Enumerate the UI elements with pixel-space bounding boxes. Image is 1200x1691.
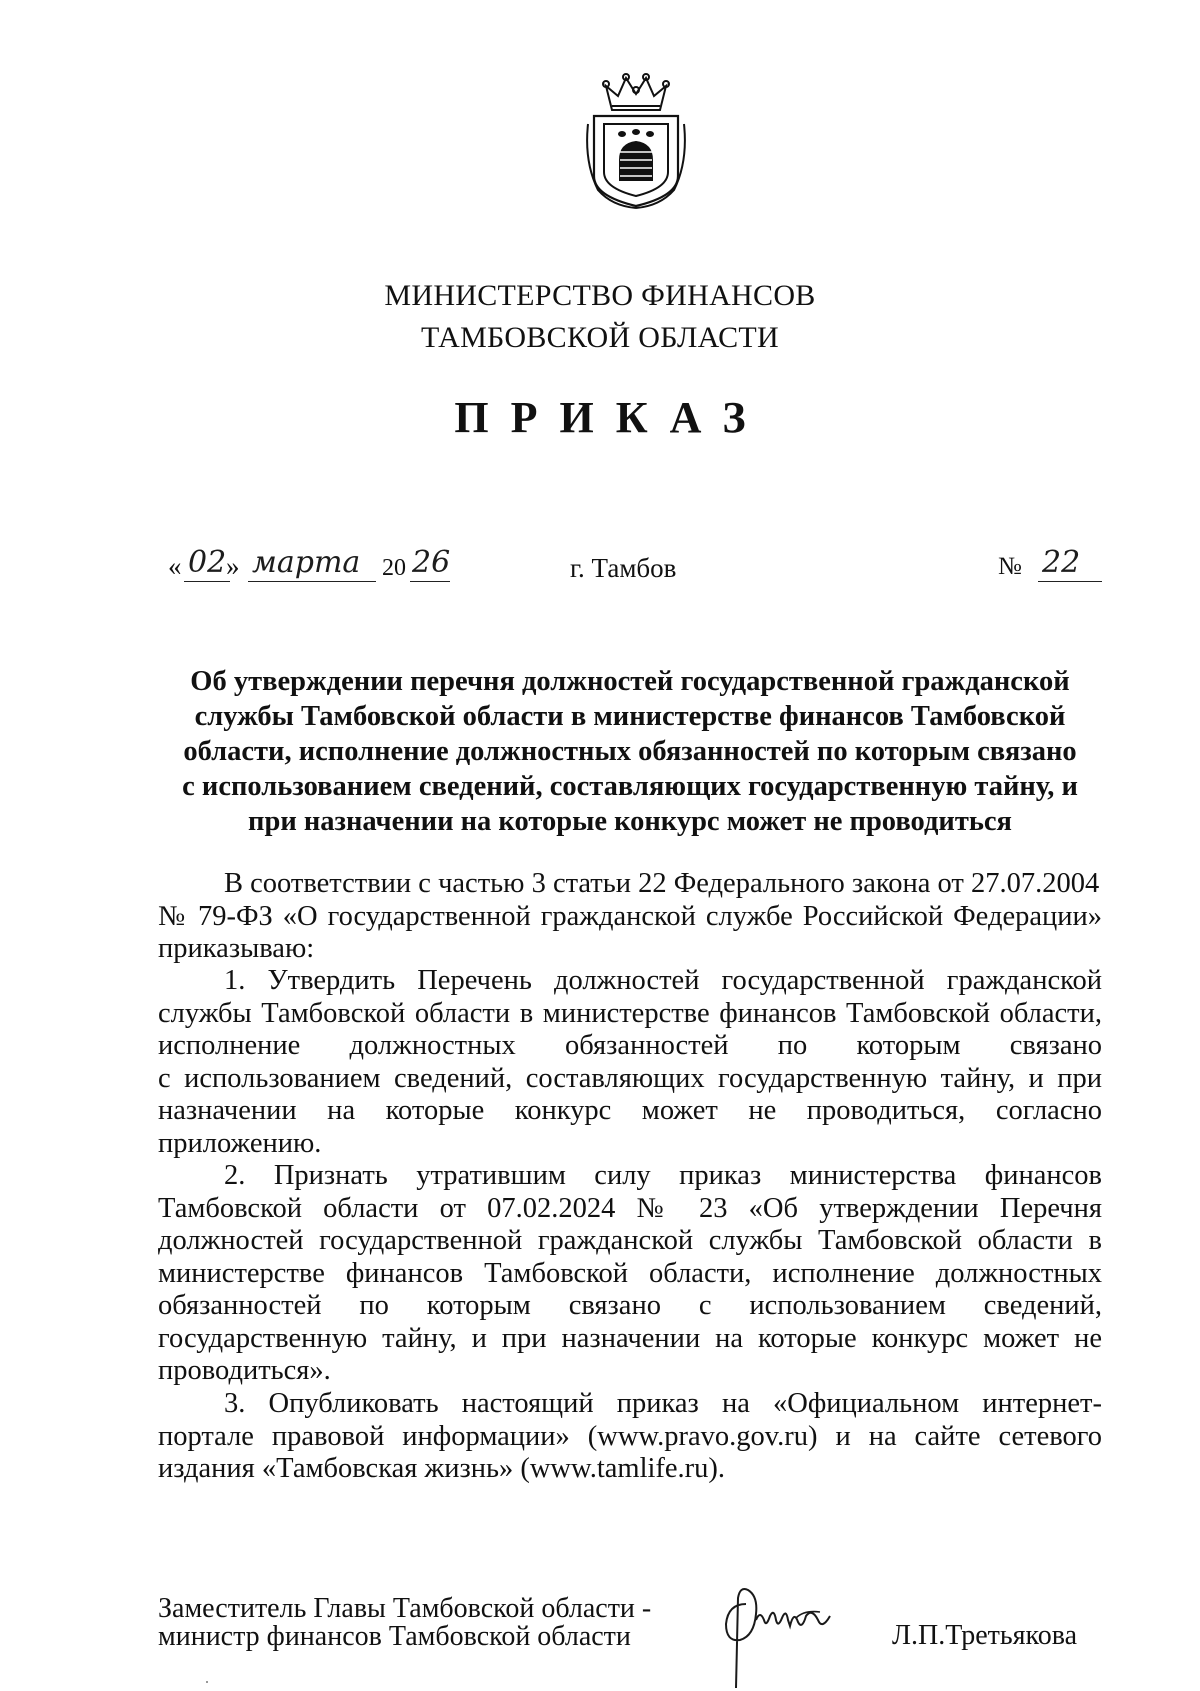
date-year-suffix: 26 <box>412 545 451 580</box>
item-3-paragraph <box>158 1388 1102 1486</box>
title-line: области, исполнение должностных обязанностей по которым связано <box>183 736 1077 767</box>
month-underline <box>248 581 376 582</box>
document-number: 22 <box>1042 545 1081 580</box>
body-line: № 79-ФЗ «О государственной гражданской службе Российской Федерации» <box>158 900 1102 932</box>
document-type-heading: ПРИКАЗ <box>454 393 768 442</box>
title-line: при назначении на которые конкурс может не проводиться <box>248 806 1012 837</box>
preamble-paragraph <box>158 868 1102 966</box>
scan-speck <box>206 1681 208 1683</box>
handwritten-signature-icon <box>700 1580 850 1690</box>
position-line1: Заместитель Главы Тамбовской области - <box>158 1593 652 1624</box>
body-line: министерстве финансов Тамбовской области, исполнение должностных <box>158 1257 1102 1289</box>
body-line: издания «Тамбовская жизнь» (www.tamlife.ru). <box>158 1453 726 1484</box>
item-2-paragraph <box>158 1160 1102 1388</box>
title-line: Об утверждении перечня должностей государственной гражданской <box>190 666 1070 697</box>
city-label: г. Тамбов <box>570 553 677 583</box>
body-line: В соответствии с частью 3 статьи 22 Федерального закона от 27.07.2004 <box>224 868 1100 899</box>
body-line: приложению. <box>158 1127 322 1159</box>
document-title <box>160 664 1100 839</box>
body-line: Тамбовской области от 07.02.2024 № 23 «Об утверждении Перечня <box>158 1192 1102 1224</box>
body-line: 3. Опубликовать настоящий приказ на «Официальном интернет- <box>224 1388 1102 1419</box>
coat-of-arms-icon <box>582 72 690 210</box>
date-year-prefix: 20 <box>382 555 406 581</box>
position-line2: министр финансов Тамбовской области <box>158 1621 631 1652</box>
date-day: 02 <box>188 545 227 580</box>
title-line: службы Тамбовской области в министерстве финансов Тамбовской <box>194 701 1066 732</box>
number-underline <box>1038 581 1102 582</box>
title-line: с использованием сведений, составляющих государственную тайну, и <box>182 771 1078 802</box>
body-line: проводиться». <box>158 1355 331 1386</box>
body-line: службы Тамбовской области в министерстве финансов Тамбовской области, <box>158 997 1102 1029</box>
item-1-paragraph <box>158 965 1102 1160</box>
signatory-position <box>158 1595 651 1651</box>
body-line: назначении на которые конкурс может не проводиться, согласно <box>158 1095 1102 1126</box>
body-line: исполнение должностных обязанностей по которым связано <box>158 1030 1102 1061</box>
body-line: приказываю: <box>158 933 315 964</box>
body-line: должностей государственной гражданской службы Тамбовской области в <box>158 1225 1102 1256</box>
body-line: 1. Утвердить Перечень должностей государственной гражданской <box>224 965 1102 996</box>
ministry-name-line1: МИНИСТЕРСТВО ФИНАНСОВ <box>384 279 816 312</box>
number-sign: № <box>998 553 1022 580</box>
date-month: марта <box>252 545 361 580</box>
ministry-name-line2: ТАМБОВСКОЙ ОБЛАСТИ <box>420 321 780 354</box>
date-quote-close: » <box>226 551 240 581</box>
year-underline <box>410 581 450 582</box>
body-line: обязанностей по которым связано с использованием сведений, <box>158 1290 1102 1321</box>
signatory-name: Л.П.Третьякова <box>892 1620 1078 1651</box>
body-line: государственную тайну, и при назначении на которые конкурс может не <box>158 1322 1102 1354</box>
body-line: с использованием сведений, составляющих государственную тайну, и при <box>158 1062 1102 1094</box>
body-line: 2. Признать утратившим силу приказ министерства финансов <box>224 1160 1102 1191</box>
day-underline <box>184 581 230 582</box>
date-quote-open: « <box>168 551 182 581</box>
body-line: портале правовой информации» (www.pravo.gov.ru) и на сайте сетевого <box>158 1420 1102 1452</box>
